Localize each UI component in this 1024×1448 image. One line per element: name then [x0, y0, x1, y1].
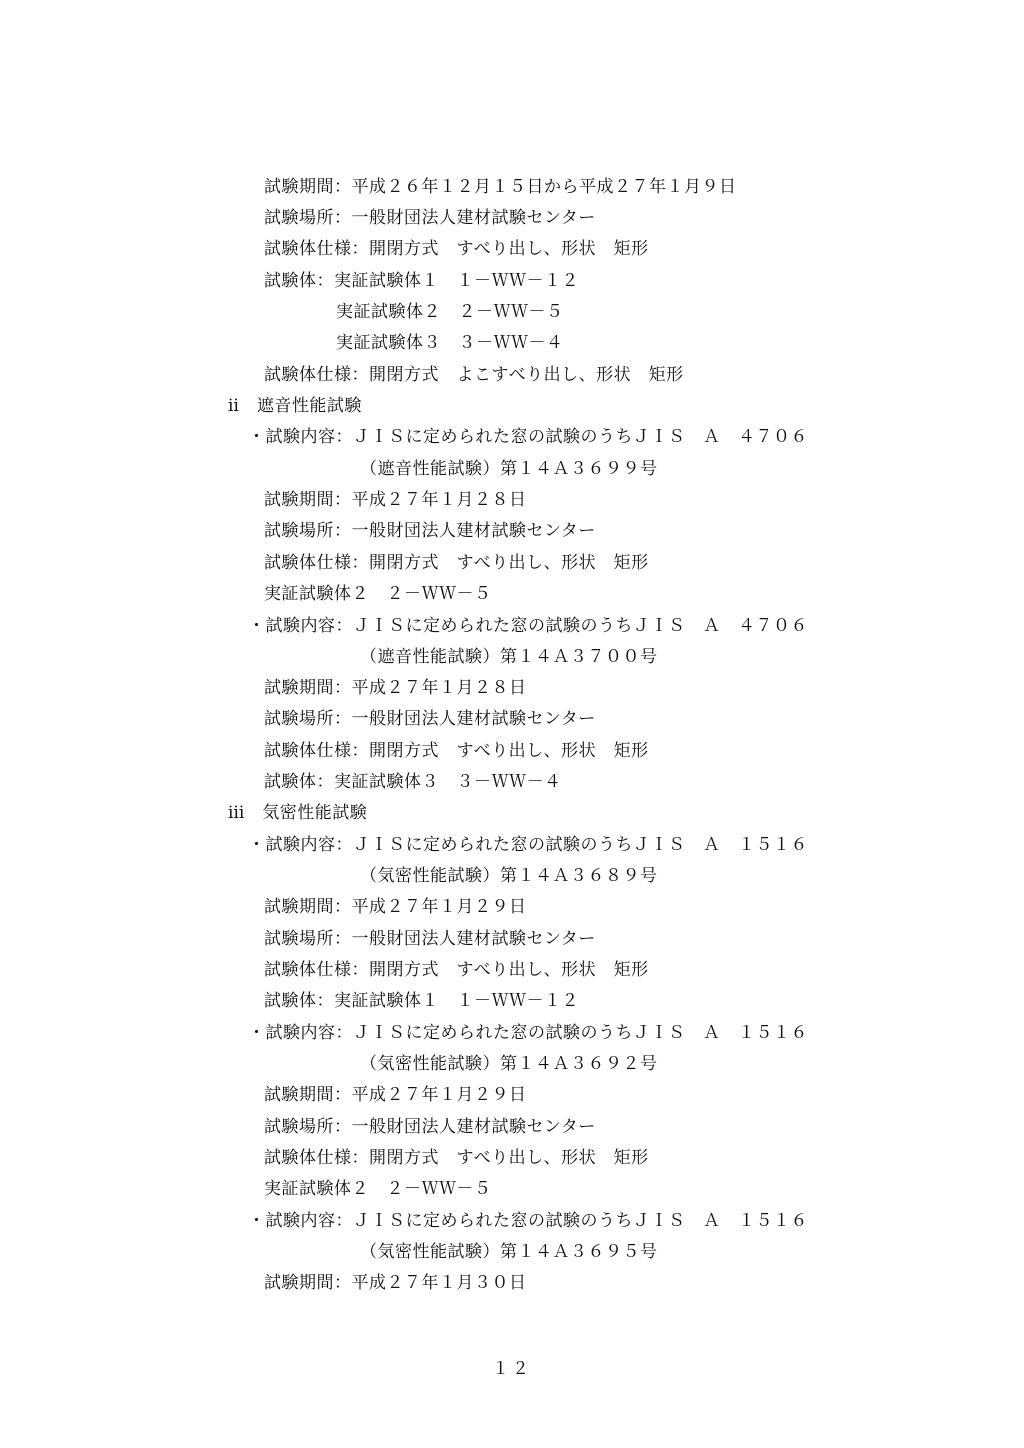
specimen-spec-line: 試験体仕様：開閉方式 すべり出し、形状 矩形	[264, 239, 649, 259]
specimen-line: 試験体：実証試験体１ １－ＷＷ－１２	[264, 271, 579, 291]
test-period-line: 試験期間：平成２６年１２月１５日から平成２７年１月９日	[264, 177, 737, 197]
specimen-line: 実証試験体２ ２－ＷＷ－５	[336, 302, 564, 322]
test-location-line: 試験場所：一般財団法人建材試験センター	[264, 521, 596, 541]
page-number: １２	[492, 1359, 532, 1379]
test-number-line: （気密性能試験）第１４Ａ３６９５号	[360, 1242, 658, 1262]
test-period-line: 試験期間：平成２７年１月２８日	[264, 490, 527, 510]
specimen-line: 実証試験体２ ２－ＷＷ－５	[264, 584, 492, 604]
test-number-line: （遮音性能試験）第１４Ａ３７００号	[360, 647, 658, 667]
test-content-line: ・試験内容：ＪＩＳに定められた窓の試験のうちＪＩＳ Ａ １５１６	[248, 1211, 808, 1231]
test-content-line: ・試験内容：ＪＩＳに定められた窓の試験のうちＪＩＳ Ａ ４７０６	[248, 427, 808, 447]
specimen-spec-line: 試験体仕様：開閉方式 すべり出し、形状 矩形	[264, 741, 649, 761]
test-location-line: 試験場所：一般財団法人建材試験センター	[264, 709, 596, 729]
specimen-line: 試験体：実証試験体１ １－ＷＷ－１２	[264, 991, 579, 1011]
test-location-line: 試験場所：一般財団法人建材試験センター	[264, 929, 596, 949]
test-period-line: 試験期間：平成２７年１月２８日	[264, 678, 527, 698]
specimen-spec-line: 試験体仕様：開閉方式 すべり出し、形状 矩形	[264, 960, 649, 980]
test-number-line: （気密性能試験）第１４Ａ３６９２号	[360, 1054, 658, 1074]
test-content-line: ・試験内容：ＪＩＳに定められた窓の試験のうちＪＩＳ Ａ ４７０６	[248, 616, 808, 636]
test-period-line: 試験期間：平成２７年１月２９日	[264, 897, 527, 917]
test-period-line: 試験期間：平成２７年１月３０日	[264, 1273, 527, 1293]
specimen-line: 試験体：実証試験体３ ３－ＷＷ－４	[264, 772, 562, 792]
test-location-line: 試験場所：一般財団法人建材試験センター	[264, 1117, 596, 1137]
test-content-line: ・試験内容：ＪＩＳに定められた窓の試験のうちＪＩＳ Ａ １５１６	[248, 835, 808, 855]
test-location-line: 試験場所：一般財団法人建材試験センター	[264, 208, 596, 228]
specimen-spec-line: 試験体仕様：開閉方式 すべり出し、形状 矩形	[264, 1148, 649, 1168]
test-content-line: ・試験内容：ＪＩＳに定められた窓の試験のうちＪＩＳ Ａ １５１６	[248, 1023, 808, 1043]
test-period-line: 試験期間：平成２７年１月２９日	[264, 1085, 527, 1105]
specimen-spec-line: 試験体仕様：開閉方式 すべり出し、形状 矩形	[264, 553, 649, 573]
specimen-line: 実証試験体３ ３－ＷＷ－４	[336, 333, 564, 353]
specimen-line: 実証試験体２ ２－ＷＷ－５	[264, 1179, 492, 1199]
test-number-line: （気密性能試験）第１４Ａ３６８９号	[360, 866, 658, 886]
test-number-line: （遮音性能試験）第１４Ａ３６９９号	[360, 459, 658, 479]
section-heading-sound-insulation: ⅱ 遮音性能試験	[228, 396, 362, 416]
section-heading-airtightness: ⅲ 気密性能試験	[228, 803, 368, 823]
specimen-spec-line: 試験体仕様：開閉方式 よこすべり出し、形状 矩形	[264, 365, 684, 385]
